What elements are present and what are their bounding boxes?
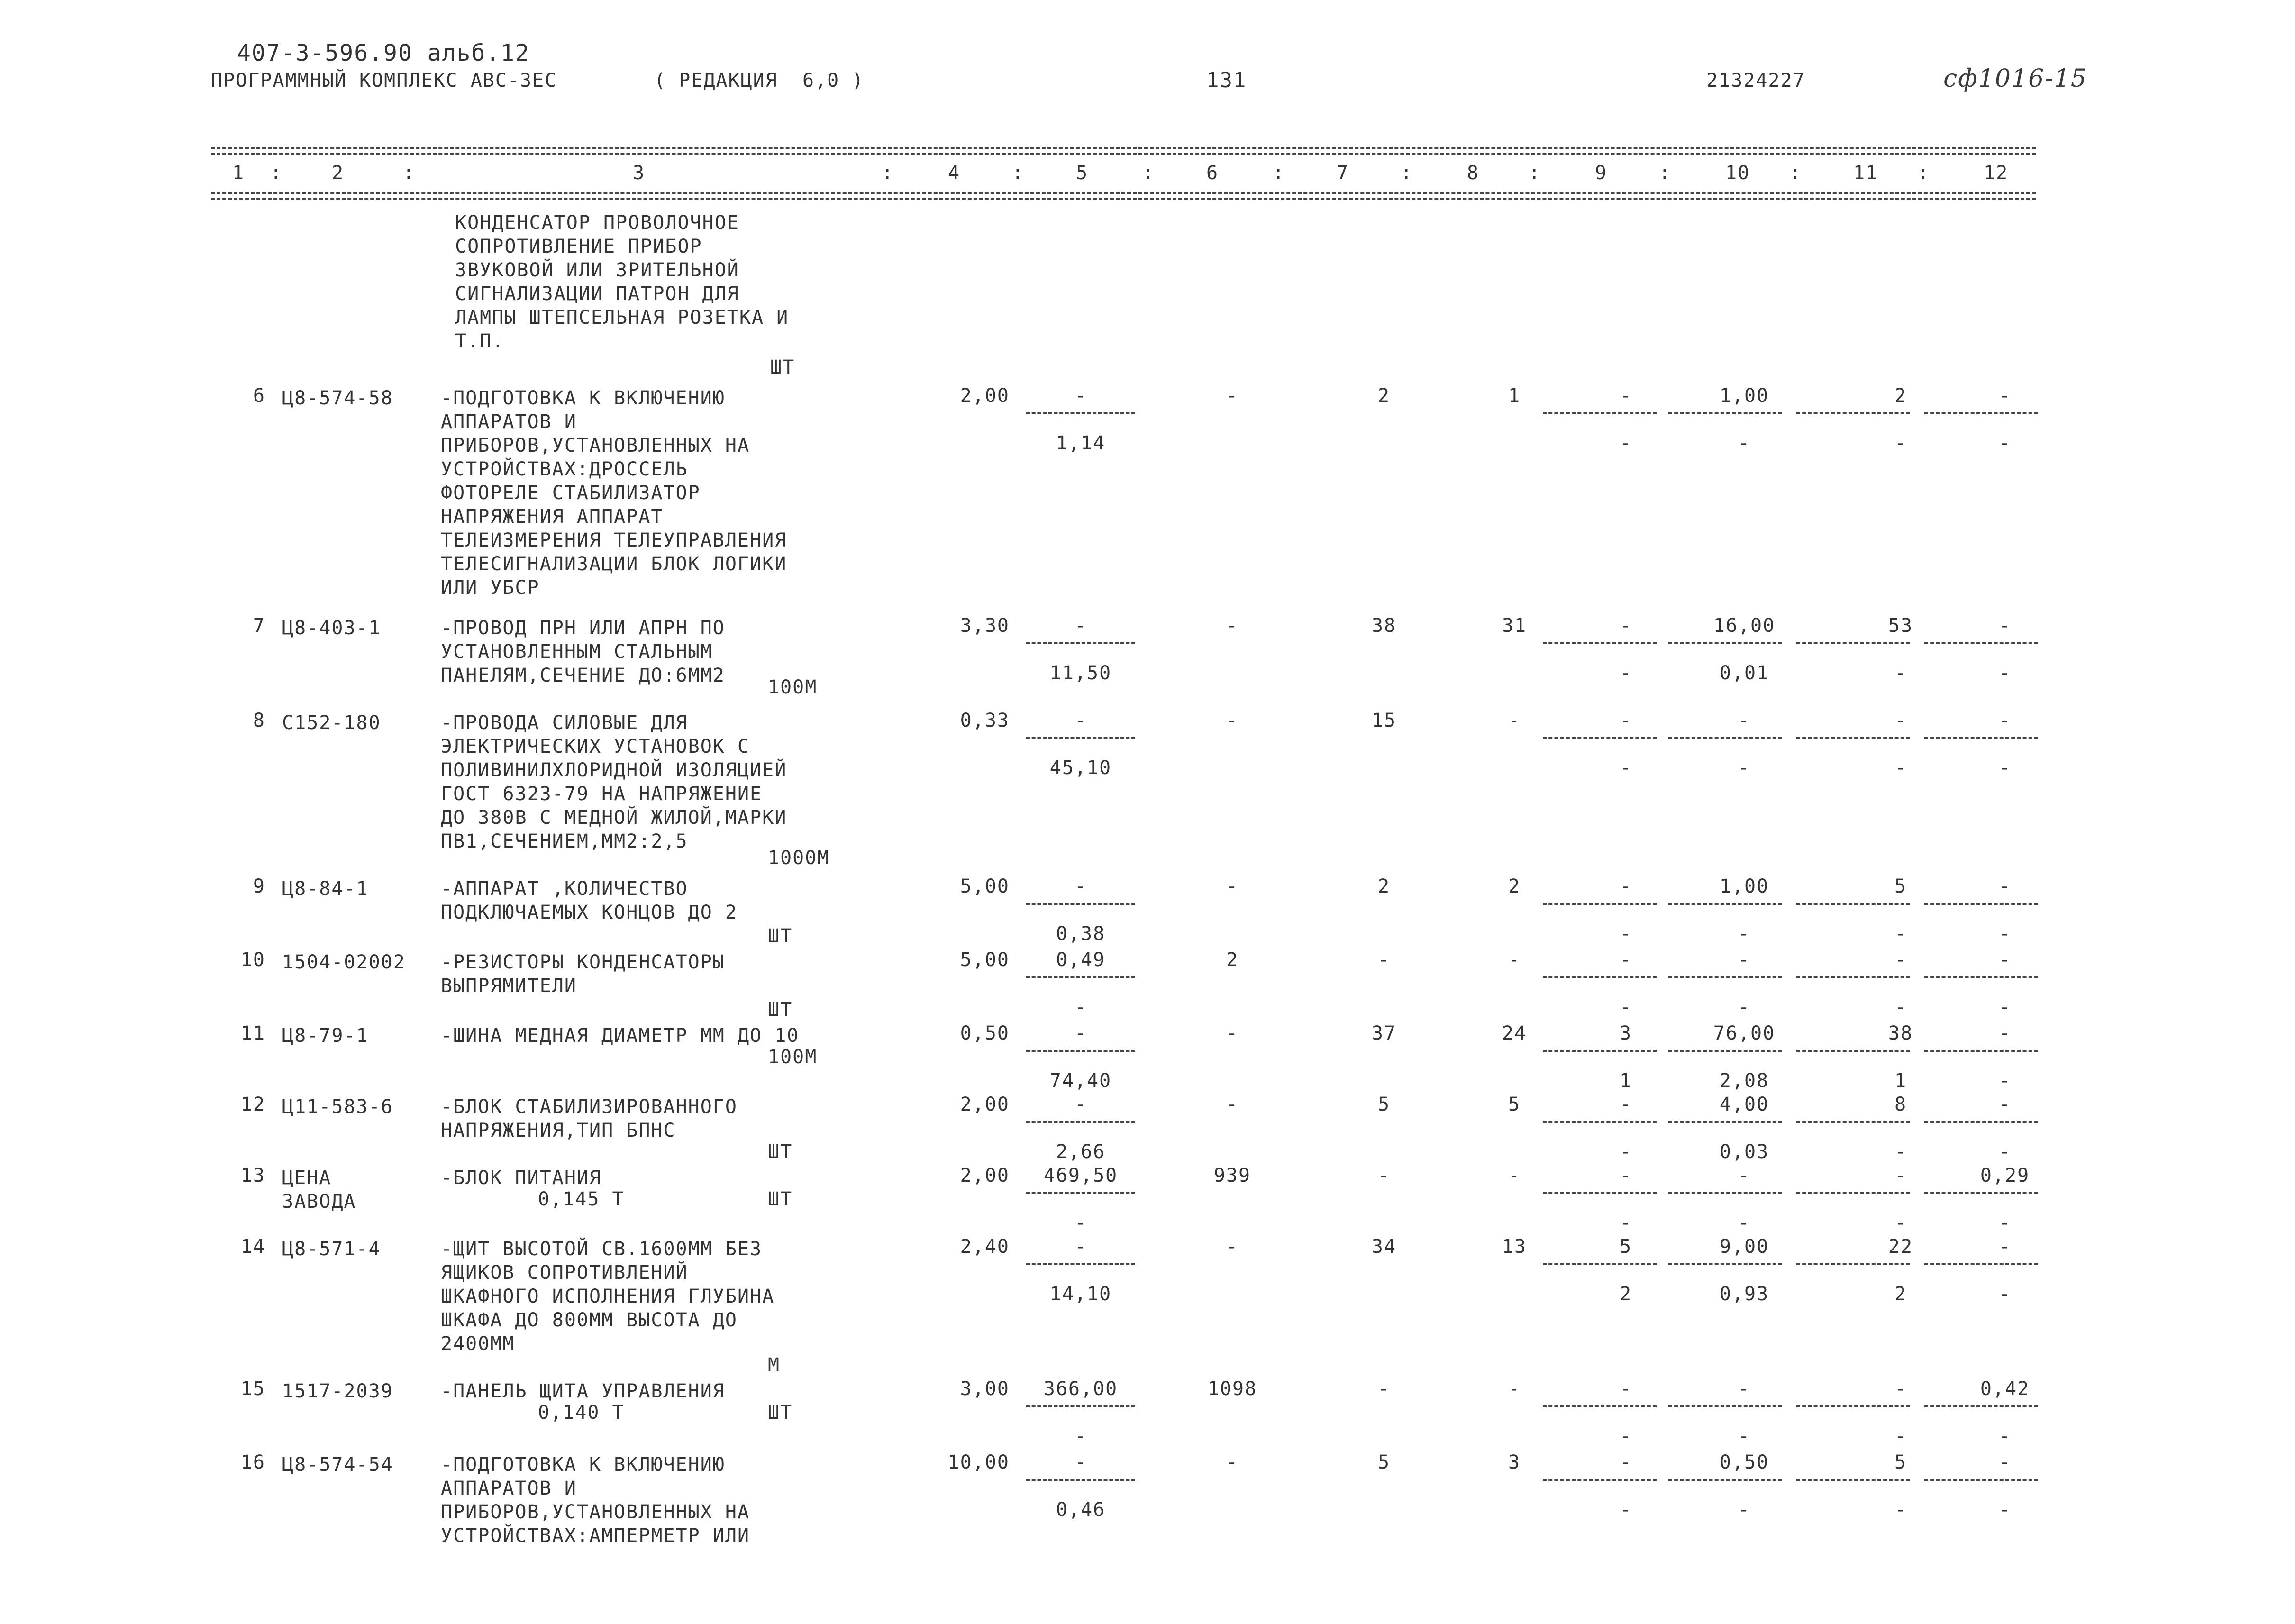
- cell-col10: 0,50: [1719, 1451, 1769, 1473]
- registration-number: 21324227: [1706, 70, 1805, 91]
- row-unit: ШТ: [768, 925, 793, 947]
- column-separator: :: [403, 162, 416, 184]
- row-code: С152-180: [282, 712, 381, 734]
- cell-col6: -: [1226, 385, 1239, 407]
- cell-col5-lower: 0,38: [1056, 923, 1106, 945]
- cell-rule: [1543, 976, 1657, 978]
- cell-col6: -: [1226, 1022, 1239, 1044]
- row-number: 15: [240, 1378, 265, 1400]
- cell-rule: [1924, 1192, 2038, 1194]
- continuation-unit: ШТ: [770, 356, 795, 378]
- cell-col10-lower: -: [1738, 1212, 1751, 1234]
- column-header-1: 1: [232, 162, 245, 184]
- row-number: 10: [240, 949, 265, 971]
- cell-col5-rule: [1026, 1192, 1135, 1194]
- cell-col6: -: [1226, 1236, 1239, 1258]
- program-name: ПРОГРАММНЫЙ КОМПЛЕКС АВС-3ЕС: [211, 70, 557, 91]
- row-unit: 1000М: [768, 847, 830, 869]
- cell-col12-lower: -: [1998, 662, 2012, 684]
- cell-col11-lower: 1: [1894, 1070, 1907, 1092]
- cell-rule: [1924, 1121, 2038, 1123]
- cell-col5: -: [1074, 710, 1087, 731]
- cell-col8: 1: [1508, 385, 1521, 407]
- column-header-11: 11: [1853, 162, 1878, 184]
- cell-rule: [1796, 903, 1910, 905]
- cell-col11: 5: [1894, 1451, 1907, 1473]
- cell-rule: [1668, 737, 1782, 739]
- cell-col5-rule: [1026, 1121, 1135, 1123]
- row-weight: 0,140 Т: [538, 1402, 625, 1423]
- column-separator: :: [1529, 162, 1541, 184]
- edition: ( РЕДАКЦИЯ 6,0 ): [654, 70, 865, 91]
- cell-col7: -: [1377, 949, 1391, 971]
- cell-col11: -: [1894, 1378, 1907, 1400]
- cell-col7: 15: [1371, 710, 1397, 731]
- cell-col6: 1098: [1207, 1378, 1257, 1400]
- cell-col7: 38: [1371, 615, 1397, 637]
- cell-col11-lower: -: [1894, 1425, 1907, 1447]
- row-code: Ц8-84-1: [282, 878, 369, 900]
- cell-col12-lower: -: [1998, 432, 2012, 454]
- cell-col5-lower: 45,10: [1049, 757, 1112, 779]
- cell-col5-rule: [1026, 903, 1135, 905]
- cell-rule: [1543, 1121, 1657, 1123]
- cell-col8: 5: [1508, 1094, 1521, 1115]
- cell-col11: 38: [1888, 1022, 1913, 1044]
- cell-col4: 10,00: [947, 1451, 1010, 1473]
- row-code: ЦЕНА ЗАВОДА: [282, 1167, 356, 1213]
- header-rule-bottom: [211, 192, 2036, 194]
- cell-col9: -: [1619, 615, 1632, 637]
- row-description: -РЕЗИСТОРЫ КОНДЕНСАТОРЫ ВЫПРЯМИТЕЛИ: [441, 951, 725, 997]
- cell-col12: -: [1998, 1236, 2012, 1258]
- row-unit: ШТ: [768, 1141, 793, 1163]
- cell-col12-lower: -: [1998, 1212, 2012, 1234]
- cell-col12-lower: -: [1998, 923, 2012, 945]
- cell-col5: 0,49: [1056, 949, 1106, 971]
- cell-col12: -: [1998, 615, 2012, 637]
- cell-col5: 469,50: [1043, 1165, 1118, 1186]
- cell-col11: 8: [1894, 1094, 1907, 1115]
- cell-rule: [1668, 976, 1782, 978]
- row-code: Ц8-574-54: [282, 1454, 393, 1476]
- cell-col11: -: [1894, 1165, 1907, 1186]
- cell-col9-lower: -: [1619, 996, 1632, 1018]
- column-separator: :: [1789, 162, 1802, 184]
- cell-col7: 34: [1371, 1236, 1397, 1258]
- row-code: 1517-2039: [282, 1380, 393, 1402]
- cell-col5: -: [1074, 1022, 1087, 1044]
- doc-code: 407-3-596.90 альб.12: [237, 40, 530, 66]
- cell-col10-lower: 0,03: [1719, 1141, 1769, 1163]
- column-header-5: 5: [1076, 162, 1089, 184]
- cell-col5-lower: -: [1074, 1425, 1087, 1447]
- cell-col6: 2: [1226, 949, 1239, 971]
- cell-rule: [1668, 903, 1782, 905]
- handwritten-stamp: сф1016-15: [1943, 64, 2087, 93]
- page-number: 131: [1206, 68, 1247, 92]
- cell-col9-lower: -: [1619, 1141, 1632, 1163]
- cell-col12: -: [1998, 1094, 2012, 1115]
- row-description: -ЩИТ ВЫСОТОЙ СВ.1600ММ БЕЗ ЯЩИКОВ СОПРОТИВЛЕНИЙ ШКАФНОГО ИСПОЛНЕНИЯ ГЛУБИНА ШКАФА ДО 800ММ ВЫСОТА ДО 2400ММ: [441, 1238, 775, 1355]
- cell-col8: 31: [1502, 615, 1527, 637]
- cell-col11-lower: -: [1894, 996, 1907, 1018]
- cell-col5-lower: 14,10: [1049, 1283, 1112, 1305]
- cell-col10: -: [1738, 1165, 1751, 1186]
- cell-col6: 939: [1213, 1165, 1251, 1186]
- cell-col10: 1,00: [1719, 385, 1769, 407]
- cell-col8: 3: [1508, 1451, 1521, 1473]
- row-number: 9: [253, 876, 265, 897]
- cell-rule: [1796, 412, 1910, 414]
- cell-rule: [1668, 1405, 1782, 1407]
- cell-rule: [1543, 412, 1657, 414]
- cell-col5-lower: -: [1074, 996, 1087, 1018]
- cell-col10-lower: -: [1738, 1499, 1751, 1521]
- cell-rule: [1668, 1121, 1782, 1123]
- header-rule-bottom-2: [211, 198, 2036, 200]
- row-code: Ц11-583-6: [282, 1096, 393, 1118]
- cell-rule: [1543, 903, 1657, 905]
- cell-col7: 37: [1371, 1022, 1397, 1044]
- row-unit: 100М: [768, 1046, 818, 1068]
- cell-col12: -: [1998, 1022, 2012, 1044]
- cell-col9: -: [1619, 1378, 1632, 1400]
- cell-col5: -: [1074, 876, 1087, 897]
- column-separator: :: [270, 162, 283, 184]
- cell-col6: -: [1226, 1094, 1239, 1115]
- cell-col11: 2: [1894, 385, 1907, 407]
- cell-col10-lower: -: [1738, 1425, 1751, 1447]
- cell-col9-lower: 2: [1619, 1283, 1632, 1305]
- cell-rule: [1543, 642, 1657, 644]
- cell-col7: 5: [1377, 1094, 1391, 1115]
- cell-col10: 9,00: [1719, 1236, 1769, 1258]
- cell-col5: 366,00: [1043, 1378, 1118, 1400]
- row-number: 13: [240, 1165, 265, 1186]
- cell-col12-lower: -: [1998, 1141, 2012, 1163]
- cell-col9-lower: -: [1619, 662, 1632, 684]
- cell-col7: -: [1377, 1378, 1391, 1400]
- cell-col9-lower: 1: [1619, 1070, 1632, 1092]
- cell-col11-lower: -: [1894, 662, 1907, 684]
- cell-col4: 3,00: [960, 1378, 1010, 1400]
- cell-col10: 16,00: [1713, 615, 1776, 637]
- cell-col5: -: [1074, 615, 1087, 637]
- cell-col8: -: [1508, 710, 1521, 731]
- cell-col10: 4,00: [1719, 1094, 1769, 1115]
- cell-col6: -: [1226, 615, 1239, 637]
- cell-col8: 13: [1502, 1236, 1527, 1258]
- cell-col5-rule: [1026, 1405, 1135, 1407]
- column-separator: :: [1917, 162, 1930, 184]
- cell-col9-lower: -: [1619, 1212, 1632, 1234]
- cell-col5-lower: 2,66: [1056, 1141, 1106, 1163]
- cell-col11-lower: 2: [1894, 1283, 1907, 1305]
- column-header-10: 10: [1725, 162, 1750, 184]
- row-unit: ШТ: [768, 999, 793, 1021]
- cell-col5: -: [1074, 1236, 1087, 1258]
- row-unit: М: [768, 1354, 781, 1376]
- continuation-text: КОНДЕНСАТОР ПРОВОЛОЧНОЕ СОПРОТИВЛЕНИЕ ПРИБОР ЗВУКОВОЙ ИЛИ ЗРИТЕЛЬНОЙ СИГНАЛИЗАЦИИ ПАТРОН ДЛЯ ЛАМПЫ ШТЕПСЕЛЬНАЯ РОЗЕТКА И Т.П.: [455, 212, 789, 352]
- cell-col4: 2,40: [960, 1236, 1010, 1258]
- row-code: Ц8-79-1: [282, 1025, 369, 1047]
- cell-col10-lower: -: [1738, 432, 1751, 454]
- row-number: 12: [240, 1094, 265, 1115]
- cell-rule: [1543, 737, 1657, 739]
- cell-rule: [1668, 412, 1782, 414]
- cell-col12: 0,42: [1980, 1378, 2030, 1400]
- cell-rule: [1796, 1405, 1910, 1407]
- cell-col11-lower: -: [1894, 923, 1907, 945]
- row-code: Ц8-574-58: [282, 387, 393, 409]
- row-unit: 100М: [768, 676, 818, 698]
- cell-col9-lower: -: [1619, 1425, 1632, 1447]
- cell-col10: 76,00: [1713, 1022, 1776, 1044]
- cell-col5-lower: 0,46: [1056, 1499, 1106, 1521]
- cell-col9-lower: -: [1619, 923, 1632, 945]
- cell-rule: [1796, 737, 1910, 739]
- cell-col10: -: [1738, 1378, 1751, 1400]
- row-code: 1504-02002: [282, 951, 406, 973]
- cell-col5-rule: [1026, 642, 1135, 644]
- cell-rule: [1796, 1479, 1910, 1481]
- cell-rule: [1543, 1192, 1657, 1194]
- cell-col5-lower: 11,50: [1049, 662, 1112, 684]
- cell-col4: 2,00: [960, 1094, 1010, 1115]
- cell-col11-lower: -: [1894, 1499, 1907, 1521]
- cell-col4: 5,00: [960, 949, 1010, 971]
- column-header-2: 2: [332, 162, 345, 184]
- cell-col12: -: [1998, 385, 2012, 407]
- cell-col5: -: [1074, 1094, 1087, 1115]
- column-header-6: 6: [1206, 162, 1219, 184]
- cell-col11-lower: -: [1894, 1212, 1907, 1234]
- cell-col5-rule: [1026, 412, 1135, 414]
- cell-col12-lower: -: [1998, 757, 2012, 779]
- cell-col5-rule: [1026, 1479, 1135, 1481]
- cell-col12-lower: -: [1998, 996, 2012, 1018]
- row-description: -ПАНЕЛЬ ЩИТА УПРАВЛЕНИЯ: [441, 1380, 725, 1402]
- cell-rule: [1924, 1263, 2038, 1265]
- column-header-4: 4: [948, 162, 961, 184]
- cell-rule: [1668, 1050, 1782, 1052]
- row-description: -БЛОК СТАБИЛИЗИРОВАННОГО НАПРЯЖЕНИЯ,ТИП БПНС: [441, 1096, 738, 1141]
- cell-col4: 2,00: [960, 385, 1010, 407]
- cell-col8: -: [1508, 1378, 1521, 1400]
- row-unit: ШТ: [768, 1188, 793, 1210]
- row-code: Ц8-403-1: [282, 617, 381, 639]
- cell-col5-rule: [1026, 737, 1135, 739]
- cell-col11-lower: -: [1894, 432, 1907, 454]
- cell-col9: -: [1619, 1165, 1632, 1186]
- row-description: -ШИНА МЕДНАЯ ДИАМЕТР ММ ДО 10: [441, 1025, 800, 1047]
- cell-rule: [1668, 1263, 1782, 1265]
- cell-col6: -: [1226, 710, 1239, 731]
- cell-col4: 3,30: [960, 615, 1010, 637]
- cell-col11: 5: [1894, 876, 1907, 897]
- cell-col9: -: [1619, 876, 1632, 897]
- row-description: -ПОДГОТОВКА К ВКЛЮЧЕНИЮ АППАРАТОВ И ПРИБОРОВ,УСТАНОВЛЕННЫХ НА УСТРОЙСТВАХ:АМПЕРМЕТР ИЛИ: [441, 1454, 750, 1547]
- column-separator: :: [1401, 162, 1413, 184]
- cell-col9: 5: [1619, 1236, 1632, 1258]
- cell-col4: 0,33: [960, 710, 1010, 731]
- cell-col4: 2,00: [960, 1165, 1010, 1186]
- row-description: -ПОДГОТОВКА К ВКЛЮЧЕНИЮ АППАРАТОВ И ПРИБОРОВ,УСТАНОВЛЕННЫХ НА УСТРОЙСТВАХ:ДРОССЕЛЬ ФОТОРЕЛЕ СТАБИЛИЗАТОР НАПРЯЖЕНИЯ АППАРАТ ТЕЛЕИЗМЕРЕНИЯ ТЕЛЕУПРАВЛЕНИЯ ТЕЛЕСИГНАЛИЗАЦИИ БЛОК ЛОГИКИ ИЛИ УБСР: [441, 387, 787, 599]
- cell-col5-lower: -: [1074, 1212, 1087, 1234]
- cell-col7: 2: [1377, 876, 1391, 897]
- row-number: 8: [253, 710, 265, 731]
- cell-col10-lower: 0,93: [1719, 1283, 1769, 1305]
- row-description: -БЛОК ПИТАНИЯ: [441, 1167, 602, 1189]
- cell-col11: 53: [1888, 615, 1913, 637]
- cell-col12-lower: -: [1998, 1070, 2012, 1092]
- cell-col6: -: [1226, 876, 1239, 897]
- cell-col10-lower: -: [1738, 923, 1751, 945]
- cell-rule: [1796, 1263, 1910, 1265]
- cell-rule: [1796, 1192, 1910, 1194]
- cell-col9: -: [1619, 710, 1632, 731]
- header-rule-top-2: [211, 153, 2036, 155]
- cell-rule: [1796, 976, 1910, 978]
- cell-rule: [1668, 642, 1782, 644]
- cell-col11-lower: -: [1894, 1141, 1907, 1163]
- row-description: -ПРОВОД ПРН ИЛИ АПРН ПО УСТАНОВЛЕННЫМ СТАЛЬНЫМ ПАНЕЛЯМ,СЕЧЕНИЕ ДО:6ММ2: [441, 617, 725, 686]
- cell-col12-lower: -: [1998, 1425, 2012, 1447]
- cell-col9-lower: -: [1619, 1499, 1632, 1521]
- column-header-3: 3: [633, 162, 646, 184]
- row-unit: ШТ: [768, 1402, 793, 1423]
- cell-col8: -: [1508, 949, 1521, 971]
- cell-rule: [1543, 1479, 1657, 1481]
- cell-rule: [1924, 642, 2038, 644]
- cell-col10-lower: 2,08: [1719, 1070, 1769, 1092]
- cell-col12: -: [1998, 1451, 2012, 1473]
- cell-col7: 2: [1377, 385, 1391, 407]
- cell-col4: 5,00: [960, 876, 1010, 897]
- cell-col12-lower: -: [1998, 1283, 2012, 1305]
- column-header-7: 7: [1337, 162, 1349, 184]
- row-weight: 0,145 Т: [538, 1188, 625, 1210]
- cell-col4: 0,50: [960, 1022, 1010, 1044]
- cell-rule: [1924, 1050, 2038, 1052]
- cell-rule: [1924, 1479, 2038, 1481]
- header-rule-top: [211, 147, 2036, 149]
- cell-col5-rule: [1026, 1263, 1135, 1265]
- cell-col12: -: [1998, 949, 2012, 971]
- cell-col5: -: [1074, 1451, 1087, 1473]
- cell-col9: -: [1619, 949, 1632, 971]
- cell-col6: -: [1226, 1451, 1239, 1473]
- row-number: 14: [240, 1236, 265, 1258]
- row-number: 7: [253, 615, 265, 637]
- row-number: 16: [240, 1451, 265, 1473]
- cell-col11: -: [1894, 710, 1907, 731]
- cell-col9: -: [1619, 1094, 1632, 1115]
- cell-col9: 3: [1619, 1022, 1632, 1044]
- cell-col5: -: [1074, 385, 1087, 407]
- cell-col9: -: [1619, 1451, 1632, 1473]
- cell-col9-lower: -: [1619, 432, 1632, 454]
- column-header-8: 8: [1467, 162, 1480, 184]
- cell-col12: -: [1998, 876, 2012, 897]
- cell-col5-lower: 1,14: [1056, 432, 1106, 454]
- column-separator: :: [882, 162, 894, 184]
- cell-col12: -: [1998, 710, 2012, 731]
- cell-col8: -: [1508, 1165, 1521, 1186]
- cell-col10-lower: -: [1738, 757, 1751, 779]
- row-code: Ц8-571-4: [282, 1238, 381, 1260]
- cell-rule: [1924, 976, 2038, 978]
- cell-col8: 2: [1508, 876, 1521, 897]
- cell-rule: [1924, 1405, 2038, 1407]
- row-number: 6: [253, 385, 265, 407]
- cell-col10: -: [1738, 949, 1751, 971]
- cell-rule: [1924, 903, 2038, 905]
- row-description: -АППАРАТ ,КОЛИЧЕСТВО ПОДКЛЮЧАЕМЫХ КОНЦОВ ДО 2: [441, 878, 738, 923]
- cell-col11-lower: -: [1894, 757, 1907, 779]
- cell-rule: [1924, 737, 2038, 739]
- cell-col5-lower: 74,40: [1049, 1070, 1112, 1092]
- cell-rule: [1796, 642, 1910, 644]
- cell-col10: -: [1738, 710, 1751, 731]
- cell-col5-rule: [1026, 1050, 1135, 1052]
- column-header-12: 12: [1984, 162, 2009, 184]
- column-separator: :: [1142, 162, 1155, 184]
- cell-col11: 22: [1888, 1236, 1913, 1258]
- cell-rule: [1924, 412, 2038, 414]
- cell-col10: 1,00: [1719, 876, 1769, 897]
- cell-rule: [1796, 1121, 1910, 1123]
- cell-col9-lower: -: [1619, 757, 1632, 779]
- cell-col5-rule: [1026, 976, 1135, 978]
- cell-col12-lower: -: [1998, 1499, 2012, 1521]
- column-separator: :: [1273, 162, 1285, 184]
- column-header-9: 9: [1595, 162, 1608, 184]
- cell-col9: -: [1619, 385, 1632, 407]
- cell-rule: [1796, 1050, 1910, 1052]
- cell-rule: [1543, 1405, 1657, 1407]
- cell-rule: [1543, 1050, 1657, 1052]
- row-number: 11: [240, 1022, 265, 1044]
- cell-col7: -: [1377, 1165, 1391, 1186]
- cell-rule: [1668, 1192, 1782, 1194]
- cell-col11: -: [1894, 949, 1907, 971]
- row-description: -ПРОВОДА СИЛОВЫЕ ДЛЯ ЭЛЕКТРИЧЕСКИХ УСТАНОВОК С ПОЛИВИНИЛХЛОРИДНОЙ ИЗОЛЯЦИЕЙ ГОСТ 6323-79 НА НАПРЯЖЕНИЕ ДО 380В С МЕДНОЙ ЖИЛОЙ,МАРКИ ПВ1,СЕЧЕНИЕМ,ММ2:2,5: [441, 712, 787, 852]
- cell-col12: 0,29: [1980, 1165, 2030, 1186]
- column-separator: :: [1659, 162, 1672, 184]
- cell-col10-lower: 0,01: [1719, 662, 1769, 684]
- cell-col8: 24: [1502, 1022, 1527, 1044]
- cell-col7: 5: [1377, 1451, 1391, 1473]
- cell-rule: [1668, 1479, 1782, 1481]
- column-separator: :: [1012, 162, 1025, 184]
- cell-col10-lower: -: [1738, 996, 1751, 1018]
- cell-rule: [1543, 1263, 1657, 1265]
